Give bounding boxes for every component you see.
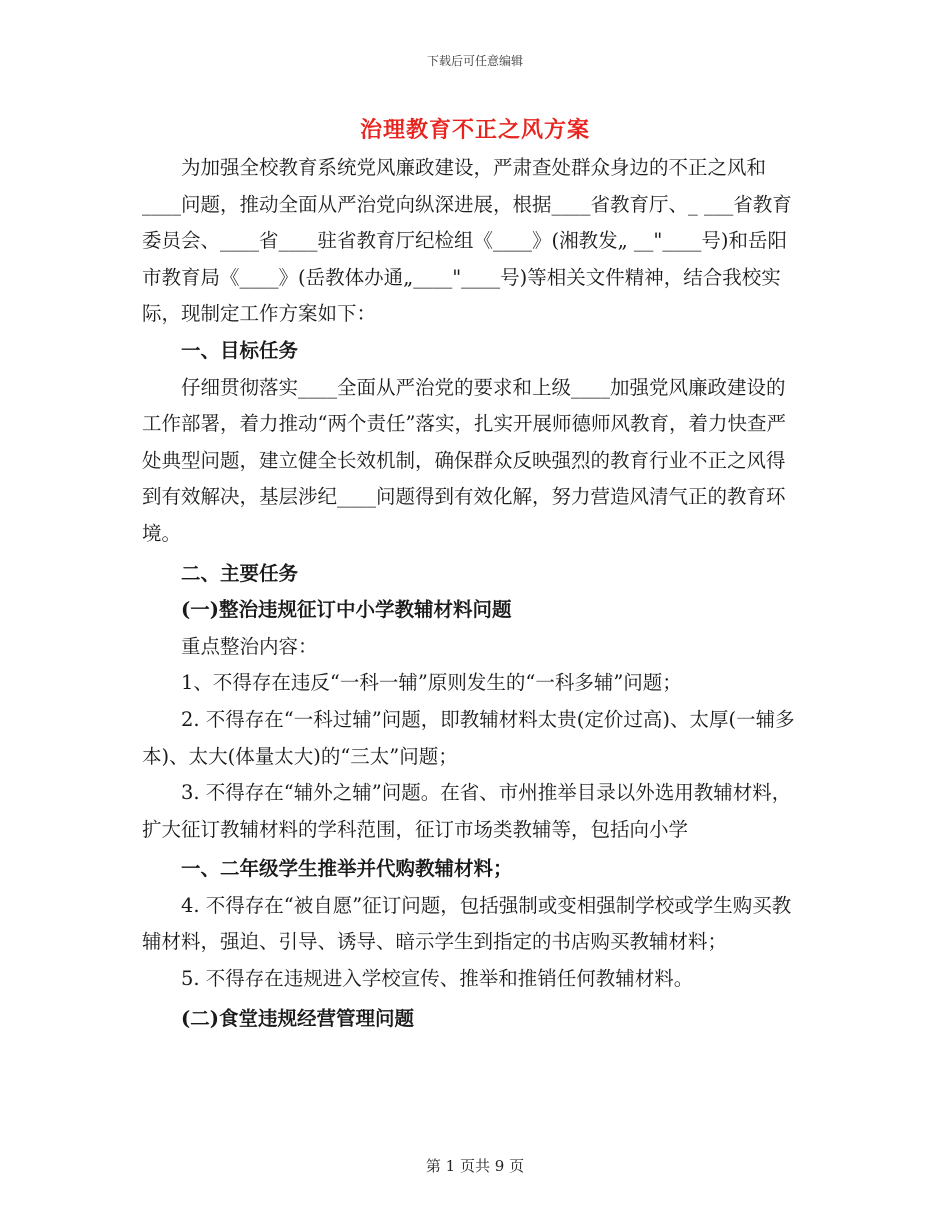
document-title: 治理教育不正之风方案 [359,117,590,143]
focus-label: 重点整治内容： [181,634,318,658]
list-item-3: 3. 不得存在“辅外之辅”问题。在省、市州推举目录以外选用教辅材料，扩大征订教辅材料的学科范围，征订市场类教辅等，包括向小学 [142,781,792,841]
page-number-footer: 第 1 页共 9 页 [425,1157,525,1175]
grade-line: 一、二年级学生推举并代购教辅材料； [181,857,513,881]
document-body [142,150,798,1037]
section-heading-goals: 一、目标任务 [181,338,299,362]
section-heading-tasks: 二、主要任务 [181,561,299,585]
list-item-4: 4. 不得存在“被自愿”征订问题，包括强制或变相强制学校或学生购买教辅材料，强迫、引导、诱导、暗示学生到指定的书店购买教辅材料； [142,893,792,954]
list-item-5: 5. 不得存在违规进入学校宣传、推举和推销任何教辅材料。 [181,967,694,991]
subsection-heading-teaching-materials: (一)整治违规征订中小学教辅材料问题 [181,598,512,622]
intro-paragraph: 为加强全校教育系统党风廉政建设，严肃查处群众身边的不正之风和____问题，推动全面从严治党向纵深进展，根据____省教育厅、_ ___省教育委员会、____省____驻省教育厅纪检组《____》(湘教发„ __"____号)和岳阳市教育局《____》(岳教体办通„____"____号)等相关文件精神，结合我校实际，现制定工作方案如下： [142,156,792,326]
list-item-2: 2. 不得存在“一科过辅”问题，即教辅材料太贵(定价过高)、太厚(一辅多本)、太大(体量太大)的“三太”问题； [142,707,795,768]
subsection-heading-canteen: (二)食堂违规经营管理问题 [181,1006,414,1030]
list-item-1: 1、不得存在违反“一科一辅”原则发生的“一科多辅”问题； [181,671,682,695]
page-header-note: 下载后可任意编辑 [426,54,523,68]
goals-paragraph: 仔细贯彻落实____全面从严治党的要求和上级____加强党风廉政建设的工作部署，着力推动“两个责任”落实，扎实开展师德师风教育，着力快查严处典型问题，建立健全长效机制，确保群众反映强烈的教育行业不正之风得到有效解决，基层涉纪____问题得到有效化解，努力营造风清气正的教育环境。 [142,375,786,545]
